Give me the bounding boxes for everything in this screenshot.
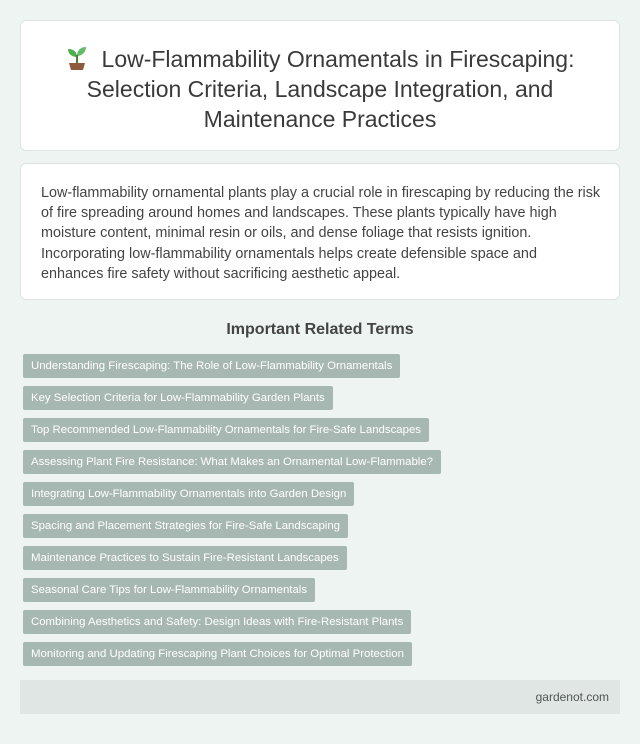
related-term-link[interactable]: Monitoring and Updating Firescaping Plant Choices for Optimal Protection — [23, 642, 412, 666]
related-term-link[interactable]: Maintenance Practices to Sustain Fire-Resistant Landscapes — [23, 546, 347, 570]
related-term-link[interactable]: Seasonal Care Tips for Low-Flammability Ornamentals — [23, 578, 315, 602]
related-term-link[interactable]: Spacing and Placement Strategies for Fire-Safe Landscaping — [23, 514, 348, 538]
related-term-link[interactable]: Key Selection Criteria for Low-Flammability Garden Plants — [23, 386, 333, 410]
seedling-icon — [66, 44, 88, 70]
page-title — [21, 44, 619, 134]
intro-card — [20, 163, 620, 300]
related-terms-list — [23, 354, 583, 674]
related-term-link[interactable]: Integrating Low-Flammability Ornamentals into Garden Design — [23, 482, 354, 506]
related-terms-heading: Important Related Terms — [226, 321, 414, 338]
site-name[interactable]: gardenot.com — [535, 690, 609, 704]
related-term-link[interactable]: Assessing Plant Fire Resistance: What Makes an Ornamental Low-Flammable? — [23, 450, 441, 474]
related-term-link[interactable]: Combining Aesthetics and Safety: Design Ideas with Fire-Resistant Plants — [23, 610, 411, 634]
intro-paragraph: Low-flammability ornamental plants play a crucial role in firescaping by reducing the risk of fire spreading around homes and landscapes. These plants typically have high moisture content, minimal resin or oils, and dense foliage that resists ignition. Incorporating low-flammability ornamentals helps create defensible space and enhances fire safety without sacrificing aesthetic appeal. — [41, 185, 601, 282]
title-card — [20, 20, 620, 151]
page-title-text: Low-Flammability Ornamentals in Firescaping: Selection Criteria, Landscape Integration, and Maintenance Practices — [86, 46, 575, 132]
related-term-link[interactable]: Top Recommended Low-Flammability Ornamentals for Fire-Safe Landscapes — [23, 418, 429, 442]
footer — [20, 680, 620, 714]
related-term-link[interactable]: Understanding Firescaping: The Role of Low-Flammability Ornamentals — [23, 354, 400, 378]
